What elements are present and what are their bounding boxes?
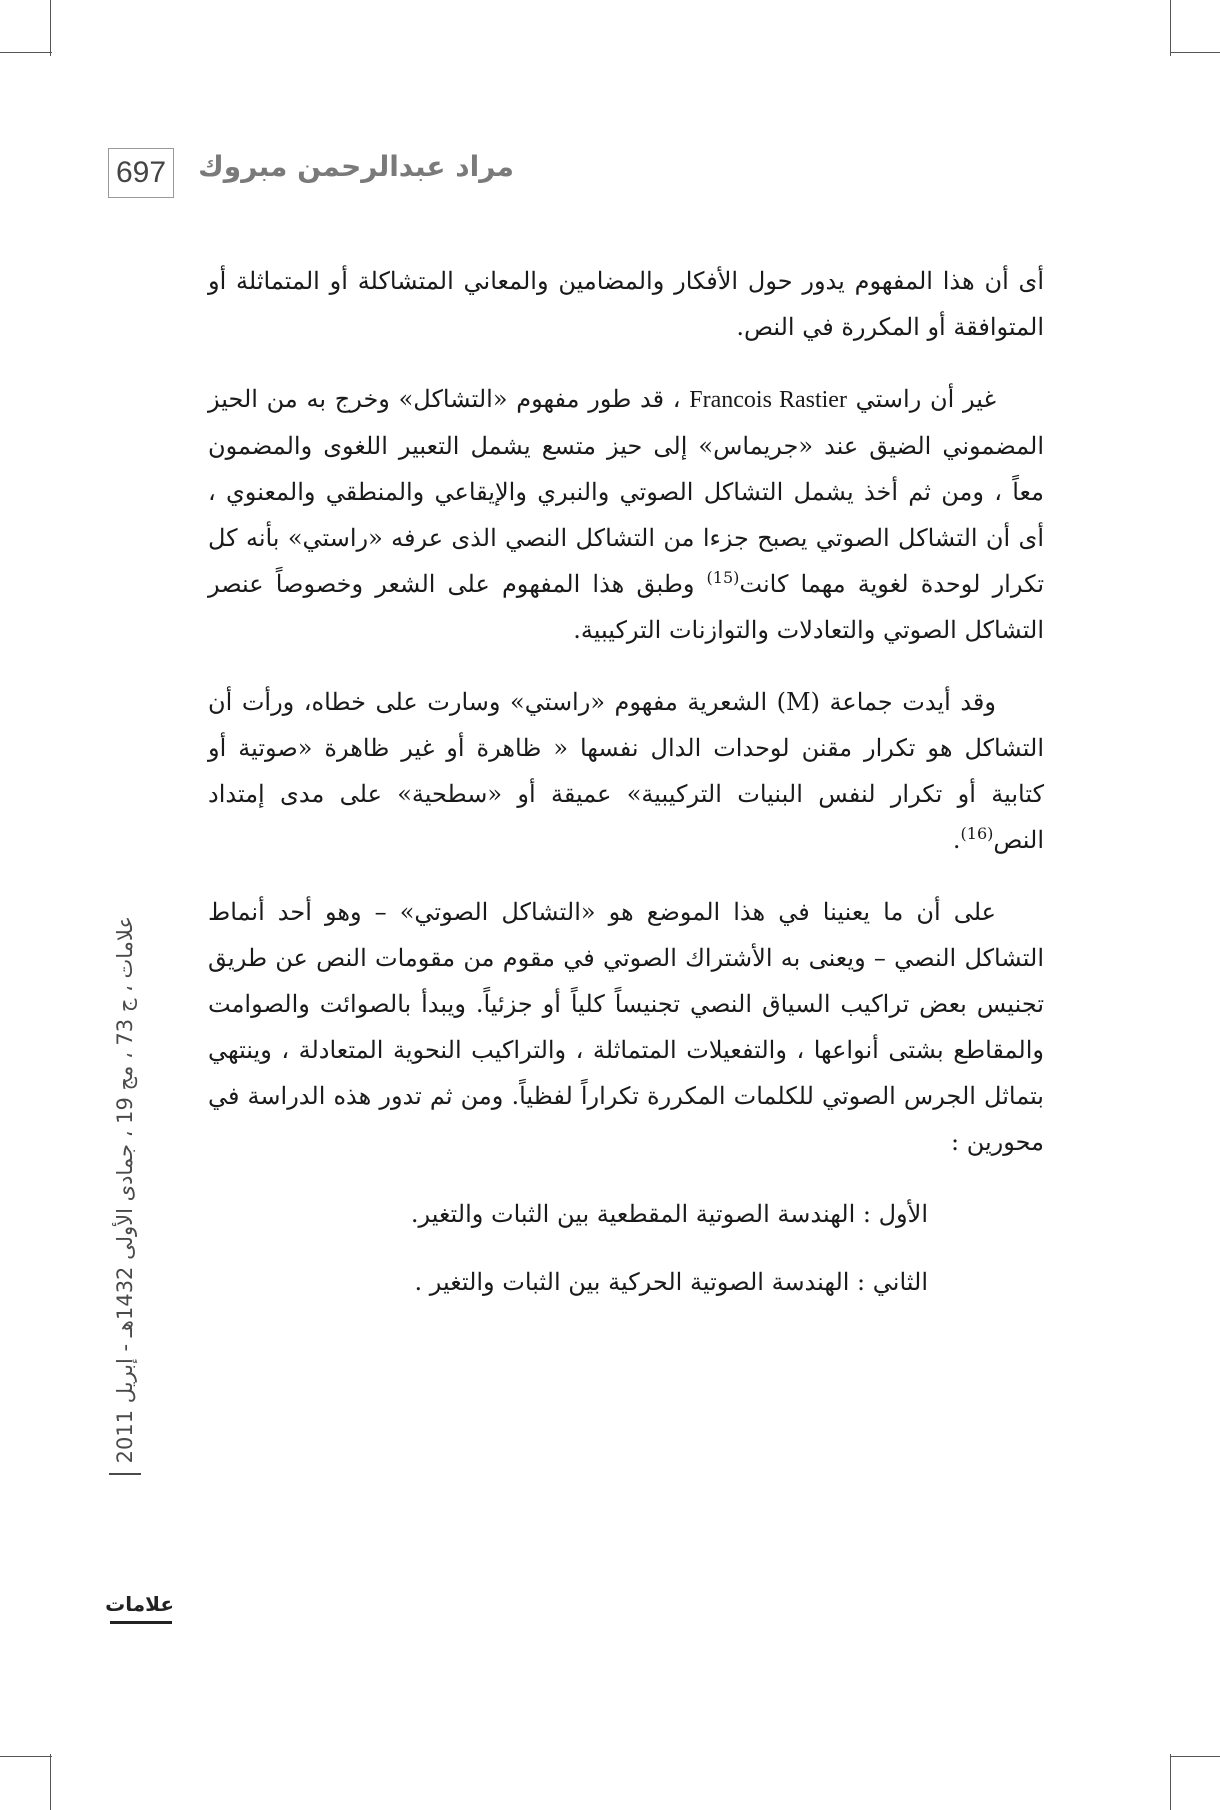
author-name: مراد عبدالرحمن مبروك — [198, 150, 514, 183]
axis-item-first: الأول : الهندسة الصوتية المقطعية بين الثبات والتغير. — [410, 1200, 928, 1228]
paragraph-4: على أن ما يعنينا في هذا الموضع هو «التشاكل الصوتي» – وهو أحد أنماط التشاكل النصي – ويعنى به الأشتراك الصوتي في مقوم من مقومات النص عن طريق تجنيس بعض تراكيب السياق النصي تجنيساً كلياً أو جزئياً. ويبدأ بالصوائت والصوامت والمقاطع بشتى أنواعها ، والتفعيلات المتماثلة ، والتراكيب النحوية المتعادلة ، وينتهي بتماثل الجرس الصوتي للكلمات المكررة تكراراً لفظياً. ومن ثم تدور هذه الدراسة في محورين : — [208, 898, 1044, 1156]
axes-list — [208, 1191, 1044, 1305]
journal-logo: علامات — [108, 1590, 174, 1624]
paragraph-3 — [208, 679, 1044, 863]
article-body — [208, 258, 1044, 1327]
crop-mark — [0, 1756, 52, 1757]
paragraph-1: أى أن هذا المفهوم يدور حول الأفكار والمضامين والمعاني المتشاكلة أو المتماثلة أو المتوافقة أو المكررة في النص. — [208, 267, 1044, 341]
divider — [109, 1473, 141, 1475]
crop-mark — [50, 1754, 51, 1810]
paragraph-2 — [208, 376, 1044, 653]
footnote-ref-15[interactable]: (15) — [706, 568, 740, 587]
footnote-ref-16[interactable]: (16) — [960, 824, 994, 843]
paragraph-3-text: وقد أيدت جماعة (M) الشعرية مفهوم «راستي» وسارت على خطاه، ورأت أن التشاكل هو تكرار مقنن لوحدات الدال نفسها « ظاهرة أو غير ظاهرة «صوتية أو كتابية أو تكرار لنفس البنيات التركيبية» عميقة أو «سطحية» على مدى إمتداد النص — [208, 688, 1045, 854]
axis-item-second: الثاني : الهندسة الصوتية الحركية بين الثبات والتغير . — [414, 1268, 928, 1296]
journal-info-text: علامات ، ج 73 ، مج 19 ، جمادى الأولى 1432هـ - إبريل 2011 — [113, 916, 137, 1464]
paragraph-3-text: . — [952, 826, 961, 854]
paragraph-2-text: ، قد طور مفهوم «التشاكل» وخرج به من الحيز المضموني الضيق عند «جريماس» إلى حيز متسع يشمل التعبير اللغوى والمضمون معاً ، ومن ثم أخذ يشمل التشاكل الصوتي والنبري والإيقاعي والمنطقي والمعنوي ، أى أن التشاكل الصوتي يصبح جزءا من التشاكل النصي الذى عرفه «راستي» بأنه كل تكرار لوحدة لغوية مهما كانت — [208, 385, 1045, 598]
paragraph-2-text: غير أن راستي — [846, 385, 997, 413]
crop-mark — [50, 0, 51, 56]
crop-mark — [1170, 0, 1171, 56]
crop-mark — [1170, 52, 1220, 53]
paragraph-2-text: وطبق هذا المفهوم على الشعر وخصوصاً عنصر التشاكل الصوتي والتعادلات والتوازنات التركيبية. — [208, 570, 1044, 644]
page-number: 697 — [108, 148, 174, 198]
journal-issue-info — [100, 916, 150, 1536]
latin-name: Francois Rastier — [689, 387, 847, 413]
crop-mark — [1170, 1756, 1220, 1757]
crop-mark — [0, 52, 52, 53]
crop-mark — [1170, 1754, 1171, 1810]
